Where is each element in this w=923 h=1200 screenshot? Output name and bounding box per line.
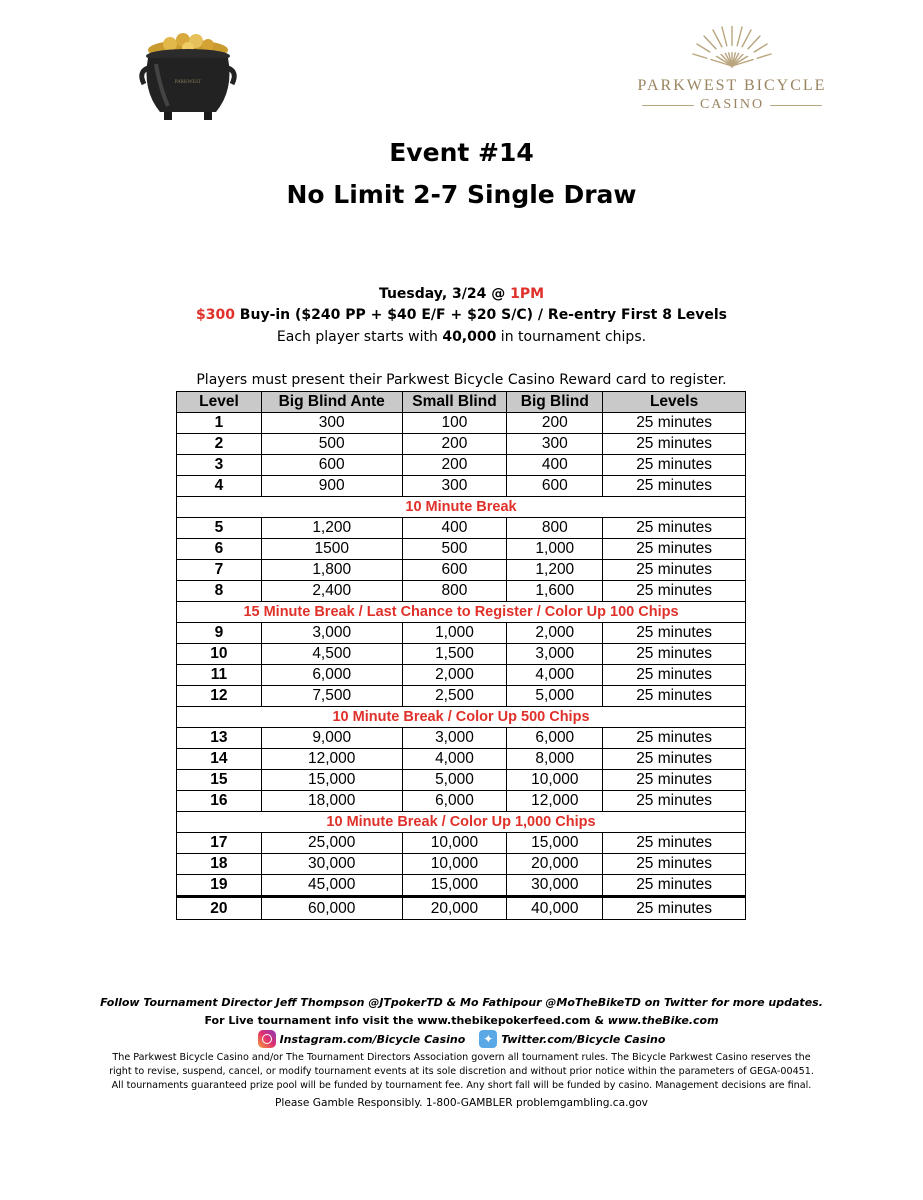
header-duration: Levels bbox=[603, 392, 746, 413]
legal-disclaimer bbox=[60, 1051, 863, 1093]
cell-ante: 25,000 bbox=[261, 833, 402, 854]
cell-ante: 300 bbox=[261, 413, 402, 434]
live-info-prefix: For Live tournament info visit the www.thebikepokerfeed.com & bbox=[204, 1014, 608, 1027]
cell-big-blind: 30,000 bbox=[507, 875, 603, 897]
legal-line: right to revise, suspend, cancel, or modify tournament events at its sole discretion and without prior notice within the parameters of GEGA-00451. bbox=[109, 1066, 814, 1077]
cell-big-blind: 400 bbox=[507, 455, 603, 476]
chips-prefix: Each player starts with bbox=[276, 329, 443, 345]
cell-ante: 7,500 bbox=[261, 686, 402, 707]
cell-duration: 25 minutes bbox=[603, 791, 746, 812]
svg-text:✦: ✦ bbox=[728, 62, 736, 70]
cell-small-blind: 300 bbox=[402, 476, 507, 497]
logo-name: PARKWEST BICYCLE bbox=[637, 77, 827, 94]
event-subtitle: No Limit 2-7 Single Draw bbox=[286, 180, 637, 209]
cell-big-blind: 1,200 bbox=[507, 560, 603, 581]
chips-suffix: in tournament chips. bbox=[496, 329, 647, 345]
cell-ante: 3,000 bbox=[261, 623, 402, 644]
cell-level: 3 bbox=[177, 455, 262, 476]
table-row bbox=[177, 518, 746, 539]
cell-level: 18 bbox=[177, 854, 262, 875]
cell-duration: 25 minutes bbox=[603, 897, 746, 920]
logo-divider bbox=[770, 105, 822, 106]
cell-ante: 45,000 bbox=[261, 875, 402, 897]
table-row bbox=[177, 665, 746, 686]
cell-level: 1 bbox=[177, 413, 262, 434]
cell-level: 15 bbox=[177, 770, 262, 791]
cell-ante: 1500 bbox=[261, 539, 402, 560]
cell-big-blind: 40,000 bbox=[507, 897, 603, 920]
cell-ante: 2,400 bbox=[261, 581, 402, 602]
instagram-label: Instagram.com/Bicycle Casino bbox=[279, 1032, 466, 1046]
cell-small-blind: 20,000 bbox=[402, 897, 507, 920]
cell-small-blind: 15,000 bbox=[402, 875, 507, 897]
cell-small-blind: 1,500 bbox=[402, 644, 507, 665]
cell-level: 8 bbox=[177, 581, 262, 602]
twitter-icon: ✦ bbox=[479, 1030, 497, 1048]
chips-amount: 40,000 bbox=[442, 329, 497, 345]
cell-level: 2 bbox=[177, 434, 262, 455]
cell-duration: 25 minutes bbox=[603, 455, 746, 476]
table-row bbox=[177, 560, 746, 581]
cell-big-blind: 800 bbox=[507, 518, 603, 539]
table-row bbox=[177, 854, 746, 875]
cell-level: 14 bbox=[177, 749, 262, 770]
sunburst-logo-icon bbox=[687, 26, 777, 70]
cell-big-blind: 12,000 bbox=[507, 791, 603, 812]
table-row bbox=[177, 623, 746, 644]
cell-ante: 4,500 bbox=[261, 644, 402, 665]
header-small-blind: Small Blind bbox=[402, 392, 507, 413]
header-big-blind: Big Blind bbox=[507, 392, 603, 413]
table-row bbox=[177, 434, 746, 455]
table-row bbox=[177, 749, 746, 770]
legal-line: The Parkwest Bicycle Casino and/or The Tournament Directors Association govern all tournament rules. The Bicycle Parkwest Casino reserves the bbox=[112, 1052, 811, 1063]
buyin-line bbox=[0, 305, 923, 326]
cell-duration: 25 minutes bbox=[603, 665, 746, 686]
cell-big-blind: 10,000 bbox=[507, 770, 603, 791]
cell-big-blind: 1,600 bbox=[507, 581, 603, 602]
cell-small-blind: 5,000 bbox=[402, 770, 507, 791]
break-label: 10 Minute Break / Color Up 500 Chips bbox=[177, 707, 746, 728]
live-info bbox=[0, 1014, 923, 1027]
cell-duration: 25 minutes bbox=[603, 854, 746, 875]
cell-small-blind: 4,000 bbox=[402, 749, 507, 770]
website-link[interactable]: www.theBike.com bbox=[607, 1014, 719, 1027]
cell-duration: 25 minutes bbox=[603, 623, 746, 644]
cell-ante: 1,800 bbox=[261, 560, 402, 581]
break-label: 10 Minute Break / Color Up 1,000 Chips bbox=[177, 812, 746, 833]
cell-big-blind: 15,000 bbox=[507, 833, 603, 854]
event-title: Event #14 bbox=[389, 138, 534, 167]
cell-level: 10 bbox=[177, 644, 262, 665]
cell-big-blind: 300 bbox=[507, 434, 603, 455]
header-level: Level bbox=[177, 392, 262, 413]
gamble-responsibly-note: Please Gamble Responsibly. 1-800-GAMBLER problemgambling.ca.gov bbox=[275, 1097, 648, 1109]
break-row bbox=[177, 812, 746, 833]
cell-ante: 30,000 bbox=[261, 854, 402, 875]
break-label: 10 Minute Break bbox=[177, 497, 746, 518]
cell-level: 9 bbox=[177, 623, 262, 644]
table-row bbox=[177, 728, 746, 749]
cell-level: 17 bbox=[177, 833, 262, 854]
cell-ante: 900 bbox=[261, 476, 402, 497]
pot-logo-text: PARKWEST bbox=[174, 80, 202, 85]
social-links bbox=[0, 1030, 923, 1048]
cell-duration: 25 minutes bbox=[603, 833, 746, 854]
legal-line: All tournaments guaranteed prize pool will be funded by tournament fee. Any short fall will be funded by casino. Management decisions are final. bbox=[111, 1080, 812, 1091]
break-label: 15 Minute Break / Last Chance to Register / Color Up 100 Chips bbox=[177, 602, 746, 623]
cell-duration: 25 minutes bbox=[603, 644, 746, 665]
cell-ante: 60,000 bbox=[261, 897, 402, 920]
cell-big-blind: 5,000 bbox=[507, 686, 603, 707]
cell-small-blind: 200 bbox=[402, 434, 507, 455]
cell-duration: 25 minutes bbox=[603, 770, 746, 791]
table-row bbox=[177, 791, 746, 812]
cell-small-blind: 6,000 bbox=[402, 791, 507, 812]
date-prefix: Tuesday, 3/24 @ bbox=[378, 286, 511, 302]
twitter-label: Twitter.com/Bicycle Casino bbox=[501, 1032, 666, 1046]
cell-level: 7 bbox=[177, 560, 262, 581]
cell-duration: 25 minutes bbox=[603, 539, 746, 560]
cell-small-blind: 800 bbox=[402, 581, 507, 602]
table-row bbox=[177, 897, 746, 920]
starting-chips bbox=[0, 327, 923, 348]
follow-note: Follow Tournament Director Jeff Thompson @JTpokerTD & Mo Fathipour @MoTheBikeTD on Twitter for more updates. bbox=[100, 996, 823, 1009]
cell-small-blind: 100 bbox=[402, 413, 507, 434]
table-row bbox=[177, 644, 746, 665]
blind-structure-table bbox=[176, 391, 746, 920]
cell-ante: 6,000 bbox=[261, 665, 402, 686]
table-row bbox=[177, 770, 746, 791]
table-row bbox=[177, 875, 746, 897]
table-row bbox=[177, 455, 746, 476]
cell-small-blind: 500 bbox=[402, 539, 507, 560]
cell-level: 6 bbox=[177, 539, 262, 560]
table-row bbox=[177, 581, 746, 602]
buyin-details: Buy-in ($240 PP + $40 E/F + $20 S/C) / Re-entry First 8 Levels bbox=[234, 307, 728, 323]
cell-small-blind: 600 bbox=[402, 560, 507, 581]
cell-duration: 25 minutes bbox=[603, 476, 746, 497]
break-row bbox=[177, 602, 746, 623]
cell-duration: 25 minutes bbox=[603, 875, 746, 897]
cell-duration: 25 minutes bbox=[603, 518, 746, 539]
cell-big-blind: 4,000 bbox=[507, 665, 603, 686]
cell-big-blind: 20,000 bbox=[507, 854, 603, 875]
cell-duration: 25 minutes bbox=[603, 728, 746, 749]
cell-small-blind: 10,000 bbox=[402, 833, 507, 854]
cell-ante: 1,200 bbox=[261, 518, 402, 539]
event-date bbox=[0, 284, 923, 305]
cell-small-blind: 1,000 bbox=[402, 623, 507, 644]
cell-level: 12 bbox=[177, 686, 262, 707]
cell-level: 19 bbox=[177, 875, 262, 897]
pot-of-gold-image bbox=[138, 28, 238, 122]
table-row bbox=[177, 413, 746, 434]
cell-duration: 25 minutes bbox=[603, 434, 746, 455]
table-row bbox=[177, 833, 746, 854]
cell-duration: 25 minutes bbox=[603, 413, 746, 434]
instagram-link[interactable] bbox=[258, 1030, 466, 1048]
cell-small-blind: 400 bbox=[402, 518, 507, 539]
cell-big-blind: 1,000 bbox=[507, 539, 603, 560]
header-ante: Big Blind Ante bbox=[261, 392, 402, 413]
cell-small-blind: 3,000 bbox=[402, 728, 507, 749]
cell-big-blind: 3,000 bbox=[507, 644, 603, 665]
logo-sub-row bbox=[622, 97, 842, 113]
cell-small-blind: 10,000 bbox=[402, 854, 507, 875]
cell-ante: 12,000 bbox=[261, 749, 402, 770]
cell-duration: 25 minutes bbox=[603, 560, 746, 581]
register-note: Players must present their Parkwest Bicycle Casino Reward card to register. bbox=[196, 372, 727, 388]
break-row bbox=[177, 497, 746, 518]
buyin-amount: $300 bbox=[195, 307, 235, 323]
cell-ante: 9,000 bbox=[261, 728, 402, 749]
table-row bbox=[177, 476, 746, 497]
cell-small-blind: 2,000 bbox=[402, 665, 507, 686]
table-header-row bbox=[177, 392, 746, 413]
cell-ante: 500 bbox=[261, 434, 402, 455]
cell-small-blind: 2,500 bbox=[402, 686, 507, 707]
cell-big-blind: 600 bbox=[507, 476, 603, 497]
cell-big-blind: 8,000 bbox=[507, 749, 603, 770]
logo-sub: CASINO bbox=[699, 97, 765, 112]
cell-ante: 18,000 bbox=[261, 791, 402, 812]
cell-big-blind: 2,000 bbox=[507, 623, 603, 644]
cell-level: 16 bbox=[177, 791, 262, 812]
logo-divider bbox=[642, 105, 694, 106]
cell-small-blind: 200 bbox=[402, 455, 507, 476]
cell-level: 11 bbox=[177, 665, 262, 686]
cell-level: 13 bbox=[177, 728, 262, 749]
cell-big-blind: 200 bbox=[507, 413, 603, 434]
table-row bbox=[177, 539, 746, 560]
twitter-link[interactable] bbox=[479, 1030, 665, 1048]
cell-duration: 25 minutes bbox=[603, 749, 746, 770]
cell-duration: 25 minutes bbox=[603, 686, 746, 707]
parkwest-logo bbox=[622, 26, 842, 122]
cell-duration: 25 minutes bbox=[603, 581, 746, 602]
instagram-icon bbox=[258, 1030, 276, 1048]
cell-big-blind: 6,000 bbox=[507, 728, 603, 749]
cell-level: 5 bbox=[177, 518, 262, 539]
table-row bbox=[177, 686, 746, 707]
event-time: 1PM bbox=[510, 286, 545, 302]
cell-ante: 600 bbox=[261, 455, 402, 476]
break-row bbox=[177, 707, 746, 728]
cell-ante: 15,000 bbox=[261, 770, 402, 791]
cell-level: 4 bbox=[177, 476, 262, 497]
cell-level: 20 bbox=[177, 897, 262, 920]
